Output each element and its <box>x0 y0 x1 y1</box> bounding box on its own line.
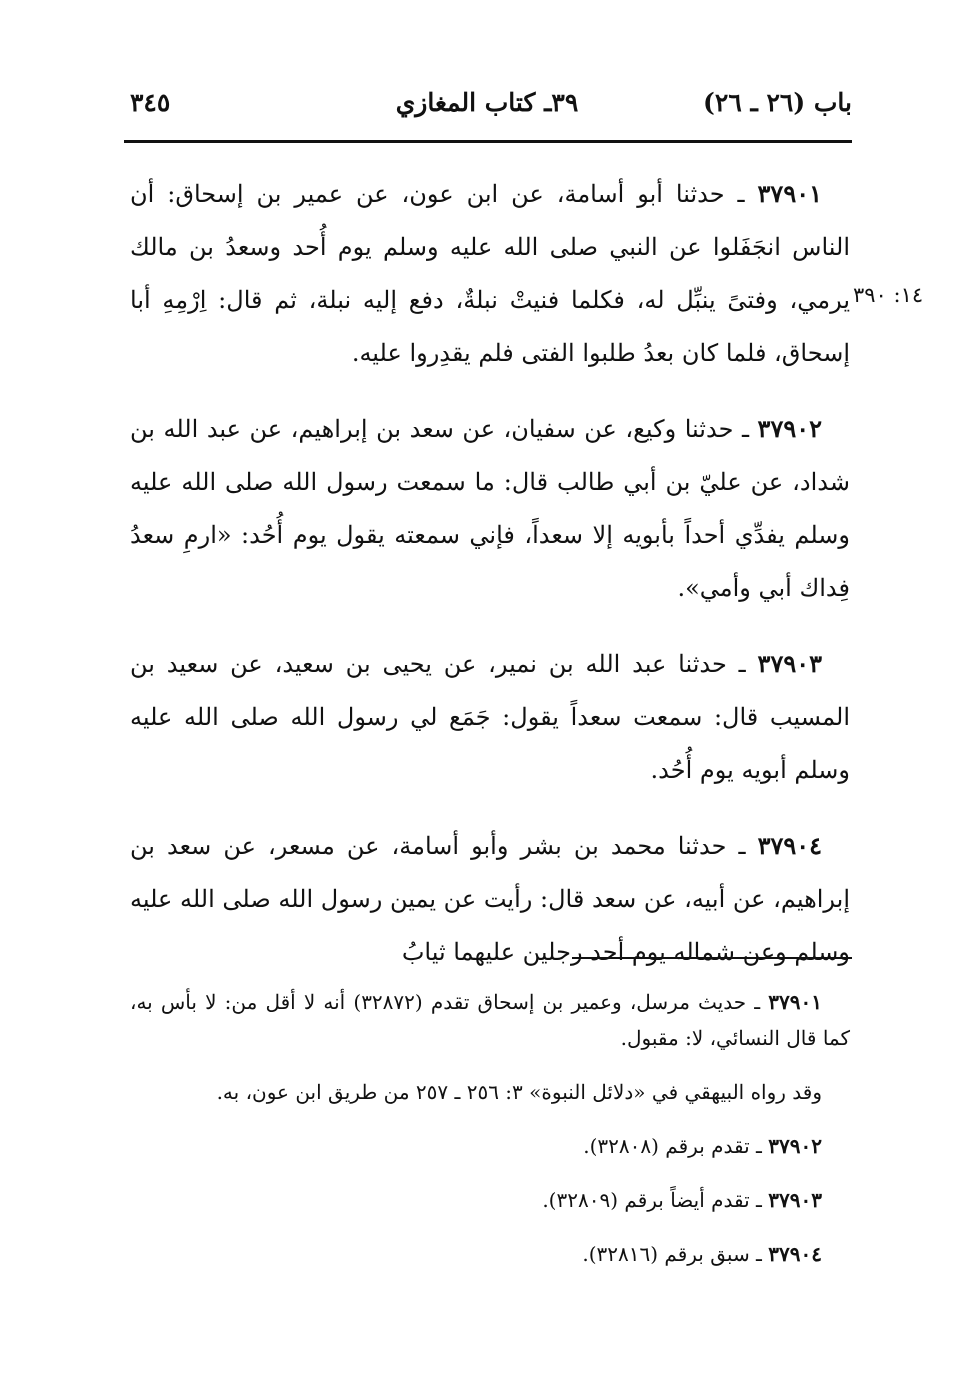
hadith-text: ـ حدثنا أبو أسامة، عن ابن عون، عن عمير بن إسحاق: أن الناس انجَفَلوا عن النبي صلى الله عليه وسلم يوم أُحد وسعدُ بن مالك يرمي، وفتىً ينبِّل له، فكلما فنيتْ نبلةٌ، دفع إليه نبلة، ثم قال: اِرْمِهِ أبا إسحاق، فلما كان بعدُ طلبوا الفتى فلم يقدِروا عليه. <box>130 180 850 367</box>
footnote-number: ٣٧٩٠٤ <box>768 1242 822 1266</box>
page-number: ٣٤٥ <box>130 88 171 117</box>
footnote-separator <box>572 957 852 959</box>
footnote <box>130 1236 850 1272</box>
hadith-text: ـ حدثنا وكيع، عن سفيان، عن سعد بن إبراهيم، عن عبد الله بن شداد، عن عليّ بن أبي طالب قال: ما سمعت رسول الله صلى الله عليه وسلم يفدِّي أحداً بأبويه إلا سعداً، فإني سمعته يقول يوم أُحُد: «ارمِ سعدُ فِداك أبي وأمي». <box>130 415 850 602</box>
footnote-text: ـ حديث مرسل، وعمير بن إسحاق تقدم (٣٢٨٧٢) أنه لا أقل من: لا بأس به، كما قال النسائي، لا: مقبول. <box>130 990 850 1050</box>
header-rule <box>124 140 852 143</box>
hadith-paragraph <box>130 167 850 380</box>
footnote <box>130 984 850 1056</box>
footnote-text: وقد رواه البيهقي في «دلائل النبوة» ٣: ٢٥٦ ـ ٢٥٧ من طريق ابن عون، به. <box>216 1080 822 1104</box>
hadith-text: ـ حدثنا عبد الله بن نمير، عن يحيى بن سعيد، عن سعيد بن المسيب قال: سمعت سعداً يقول: جَمَع لي رسول الله صلى الله عليه وسلم أبويه يوم أُحُد. <box>130 650 850 784</box>
chapter-reference: باب (٢٦ ـ ٢٦) <box>703 88 852 117</box>
hadith-number: ٣٧٩٠٢ <box>757 414 822 443</box>
footnote-text: ـ تقدم أيضاً برقم (٣٢٨٠٩). <box>542 1188 762 1212</box>
footnote-number: ٣٧٩٠٣ <box>768 1188 822 1212</box>
hadith-paragraph <box>130 819 850 979</box>
footnotes <box>130 984 850 1290</box>
hadith-paragraph <box>130 637 850 797</box>
hadith-number: ٣٧٩٠٣ <box>757 649 822 678</box>
footnote <box>130 1128 850 1164</box>
footnote <box>130 1074 850 1110</box>
footnote <box>130 1182 850 1218</box>
hadith-number: ٣٧٩٠٤ <box>757 831 823 860</box>
hadith-paragraph <box>130 402 850 615</box>
footnote-number: ٣٧٩٠٢ <box>768 1134 822 1158</box>
footnote-number: ٣٧٩٠١ <box>768 990 822 1014</box>
footnote-text: ـ تقدم برقم (٣٢٨٠٨). <box>583 1134 762 1158</box>
main-text <box>130 167 850 1001</box>
hadith-number: ٣٧٩٠١ <box>757 179 822 208</box>
book-title: ٣٩ـ كتاب المغازي <box>395 88 579 117</box>
footnote-text: ـ سبق برقم (٣٢٨١٦). <box>582 1242 762 1266</box>
page-header <box>122 88 852 132</box>
margin-reference: ١٤: ٣٩٠ <box>853 283 924 307</box>
hadith-text: ـ حدثنا محمد بن بشر وأبو أسامة، عن مسعر، عن سعد بن إبراهيم، عن أبيه، عن سعد قال: رأيت عن يمين رسول الله صلى الله عليه وسلم وعن شماله يوم أحد رجلين عليهما ثيابُ <box>129 832 850 966</box>
